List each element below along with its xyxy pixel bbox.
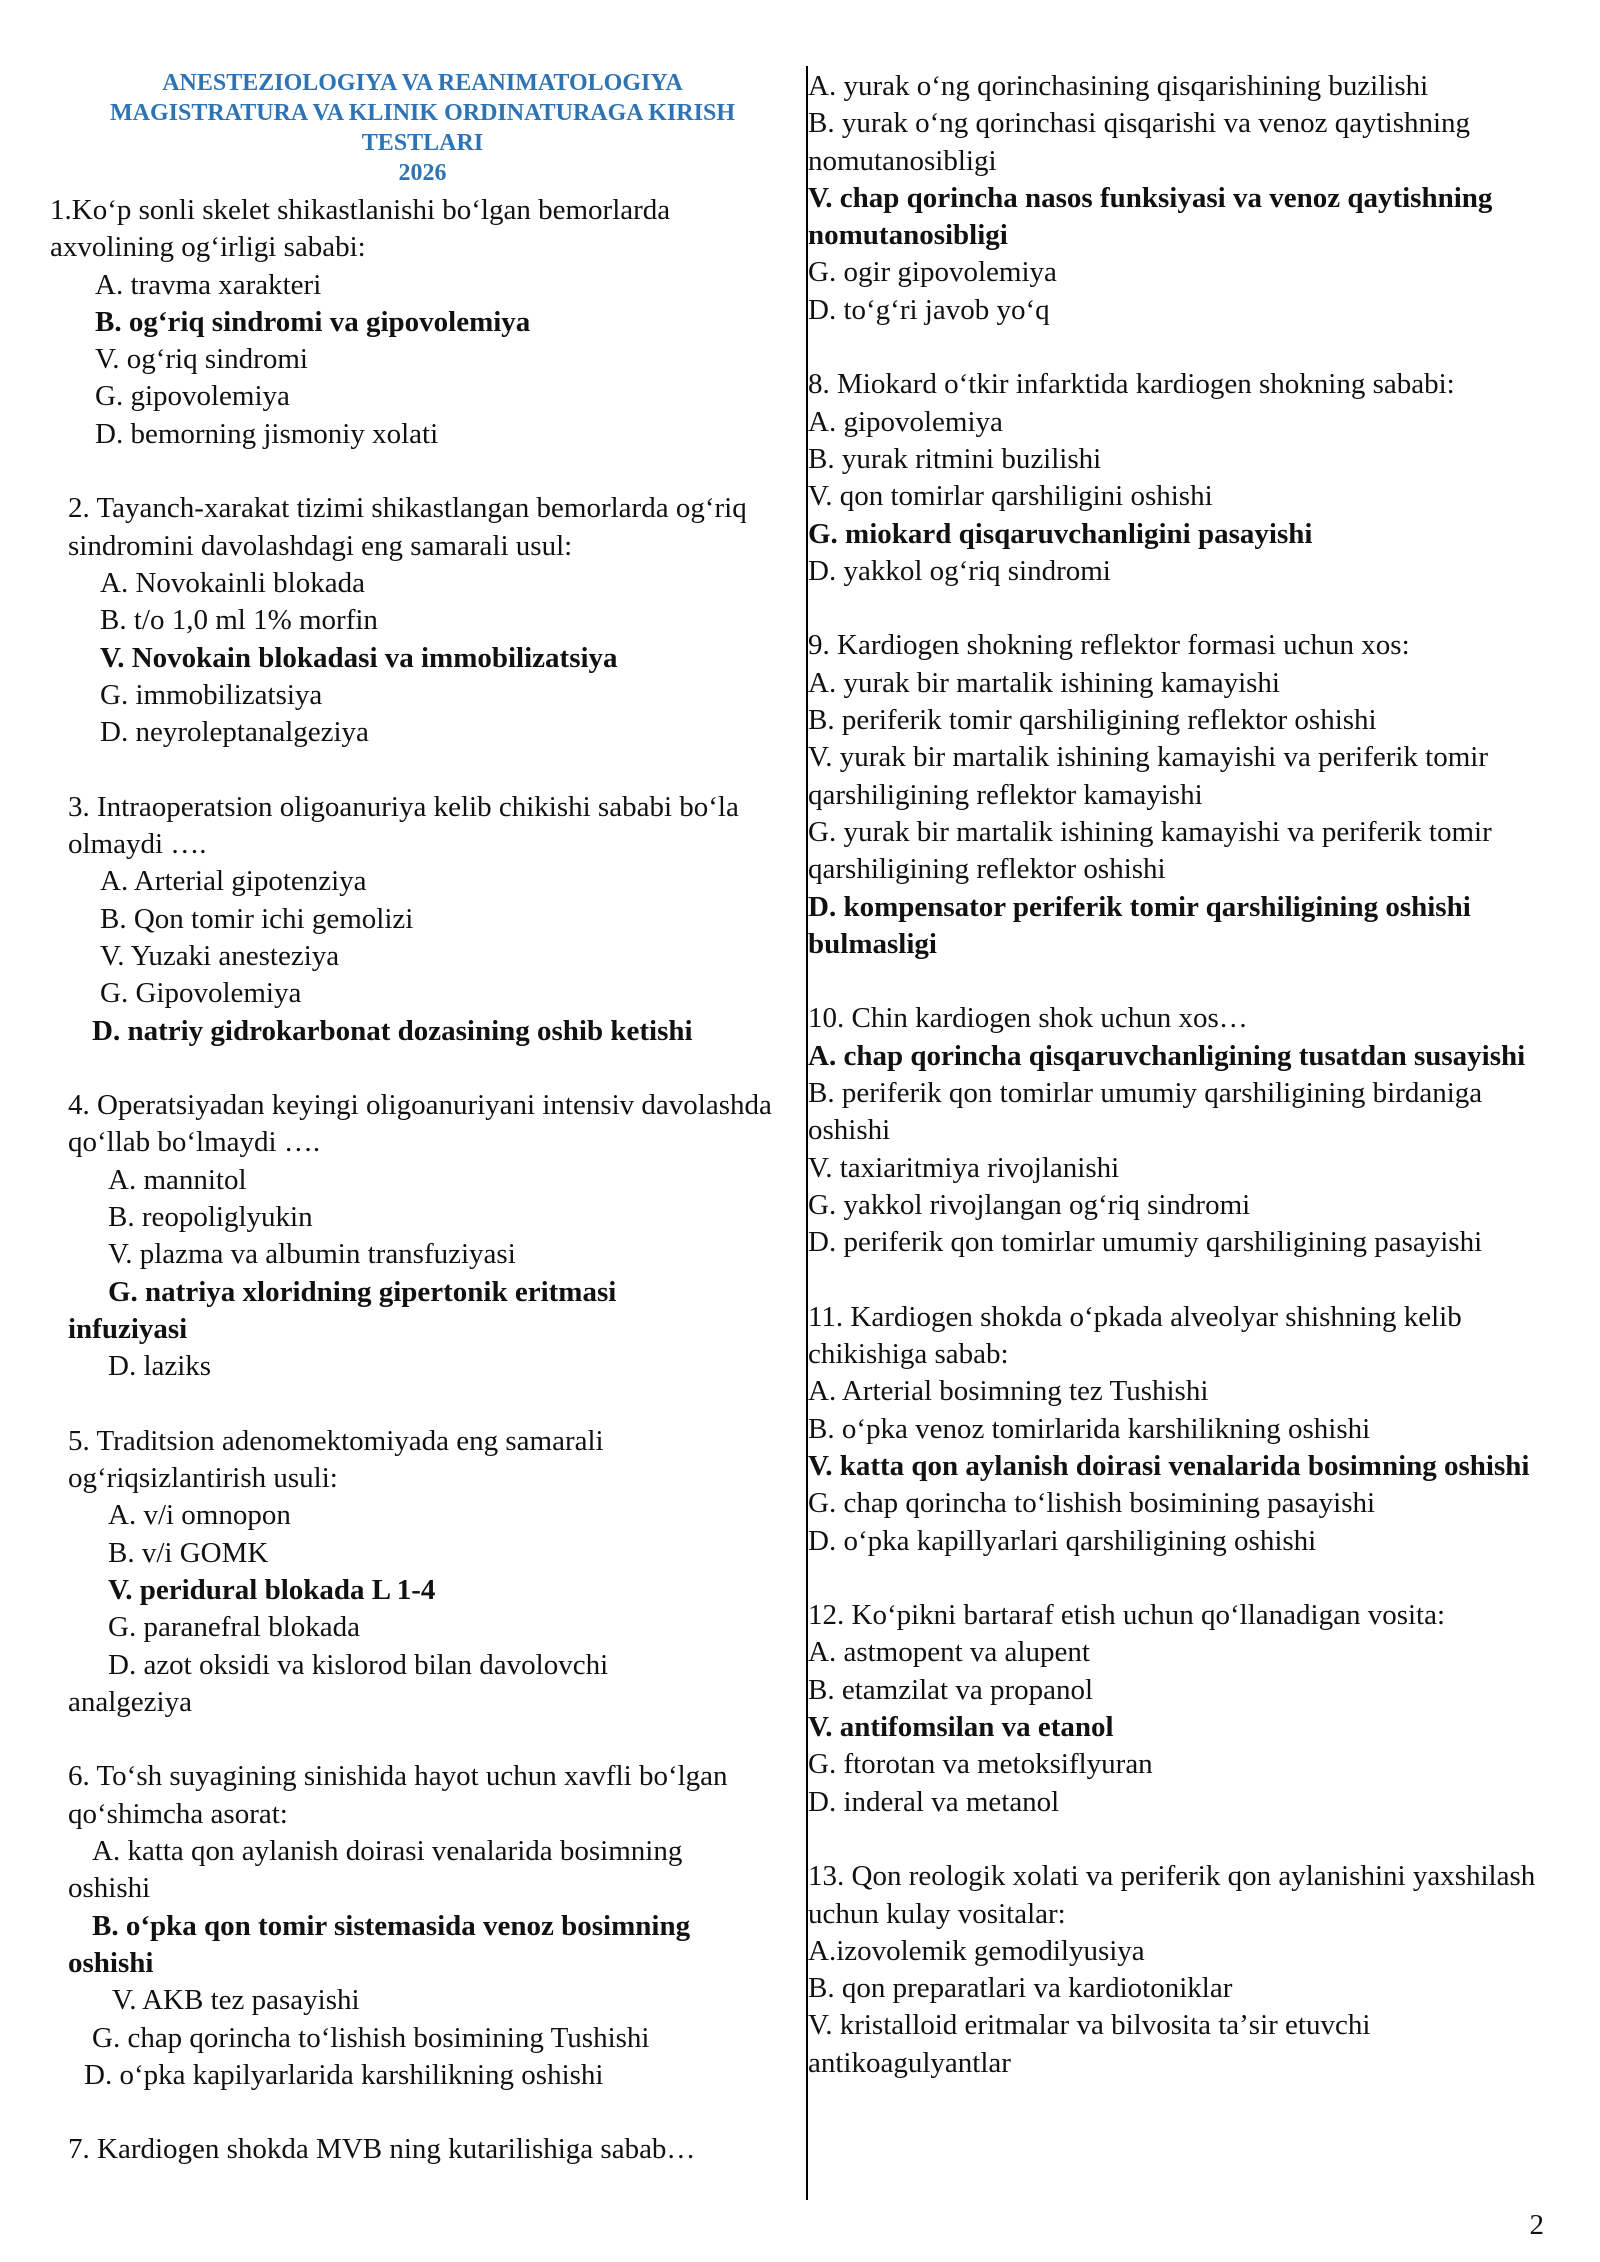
question-13-option-v: V. kristalloid eritmalar va bilvosita taʼsir etuvchi antikoagulyantlar [808, 2009, 1371, 2079]
question-2-title: 2. Tayanch-xarakat tizimi shikastlangan bemorlarda ogʻriq sindromini davolashdagi eng samarali usul: [68, 492, 747, 562]
question-11-option-g: G. chap qorincha toʻlishish bosimining pasayishi [808, 1487, 1376, 1520]
page-number: 2 [1529, 2209, 1544, 2241]
question-13-option-b: B. qon preparatlari va kardiotoniklar [808, 1972, 1233, 2005]
left-column [50, 68, 785, 2169]
question-5-title: 5. Traditsion adenomektomiyada eng samarali ogʻriqsizlantirish usuli: [68, 1424, 604, 1495]
question-8-option-b: B. yurak ritmini buzilishi [808, 442, 1102, 475]
question-2-option-g: G. immobilizatsiya [100, 678, 323, 711]
question-7-option-b: B. yurak oʻng qorinchasi qisqarishi va venoz qaytishning nomutanosibligi [808, 107, 1471, 177]
question-5-option-v: V. peridural blokada L 1-4 [108, 1573, 436, 1606]
question-3-option-d: D. natriy gidrokarbonat dozasining oshib ketishi [92, 1014, 693, 1047]
question-10-option-a: A. chap qorincha qisqaruvchanligining tusatdan susayishi [808, 1039, 1526, 1072]
question-6-title: 6. Toʻsh suyagining sinishida hayot uchun xavfli boʻlgan qoʻshimcha asorat: [68, 1760, 728, 1830]
question-11-option-d: D. oʻpka kapillyarlari qarshiligining oshishi [808, 1524, 1317, 1557]
question-1-option-v: V. ogʻriq sindromi [95, 343, 308, 376]
question-5-option-g: G. paranefral blokada [108, 1611, 361, 1644]
question-5-option-d: D. azot oksidi va kislorod bilan davolovchi [108, 1648, 609, 1681]
question-9-option-d: D. kompensator periferik tomir qarshiligining oshishi bulmasligi [808, 890, 1471, 960]
question-1-option-g: G. gipovolemiya [95, 380, 290, 413]
question-10-option-d: D. periferik qon tomirlar umumiy qarshiligining pasayishi [808, 1226, 1483, 1259]
question-8-option-d: D. yakkol ogʻriq sindromi [808, 554, 1111, 587]
right-column [808, 68, 1568, 2082]
question-4-option-g: G. natriya xloridning gipertonik eritmasi [108, 1275, 617, 1308]
question-6-option-v: V. AKB tez pasayishi [112, 1984, 360, 2017]
question-9-title: 9. Kardiogen shokning reflektor formasi uchun xos: [808, 629, 1410, 662]
question-11-option-v: V. katta qon aylanish doirasi venalarida bosimning oshishi [808, 1449, 1530, 1482]
question-1-option-b: B. ogʻriq sindromi va gipovolemiya [95, 305, 531, 338]
question-7-option-d: D. toʻgʻri javob yoʻq [808, 293, 1050, 326]
question-4-option-d: D. laziks [108, 1350, 212, 1383]
question-12-option-v: V. antifomsilan va etanol [808, 1711, 1114, 1744]
question-6-option-d: D. oʻpka kapilyarlarida karshilikning oshishi [84, 2058, 604, 2091]
question-7-option-a: A. yurak oʻng qorinchasining qisqarishining buzilishi [808, 70, 1429, 102]
question-7-title: 7. Kardiogen shokda MVB ning kutarilishiga sabab… [68, 2133, 696, 2166]
question-4-option-v: V. plazma va albumin transfuziyasi [108, 1238, 516, 1271]
question-8-option-v: V. qon tomirlar qarshiligini oshishi [808, 480, 1213, 513]
question-9 [808, 627, 1568, 963]
question-8 [808, 366, 1568, 590]
question-13 [808, 1858, 1568, 2082]
header-year: 2026 [398, 160, 447, 186]
question-4 [50, 1087, 785, 1385]
question-11-option-b: B. oʻpka venoz tomirlarida karshilikning oshishi [808, 1412, 1371, 1445]
question-10-option-v: V. taxiaritmiya rivojlanishi [808, 1151, 1120, 1184]
question-1 [50, 192, 785, 453]
question-9-option-g: G. yurak bir martalik ishining kamayishi va periferik tomir qarshiligining reflektor oshishi [808, 815, 1492, 886]
question-4-option-b: B. reopoliglyukin [108, 1201, 313, 1234]
question-12-option-a: A. astmopent va alupent [808, 1636, 1090, 1669]
question-3-option-v: V. Yuzaki anesteziya [100, 939, 340, 972]
question-4-option-a: A. mannitol [108, 1163, 247, 1196]
question-6-option-g: G. chap qorincha toʻlishish bosimining Tushishi [92, 2021, 650, 2054]
question-8-option-g: G. miokard qisqaruvchanligini pasayishi [808, 517, 1313, 550]
question-2 [50, 490, 785, 751]
question-1-option-a: A. travma xarakteri [95, 268, 322, 301]
question-1-title: 1.Koʻp sonli skelet shikastlanishi boʻlgan bemorlarda axvolining ogʻirligi sababi: [50, 194, 671, 264]
question-7-options [808, 68, 1568, 329]
question-11-title: 11. Kardiogen shokda oʻpkada alveolyar shishning kelib chikishiga sabab: [808, 1300, 1462, 1371]
question-3-option-g: G. Gipovolemiya [100, 977, 302, 1010]
question-5-option-d-continued: analgeziya [68, 1685, 192, 1718]
question-3-option-b: B. Qon tomir ichi gemolizi [100, 902, 414, 935]
question-5 [50, 1423, 785, 1721]
question-12-option-d: D. inderal va metanol [808, 1785, 1060, 1818]
question-4-title: 4. Operatsiyadan keyingi oligoanuriyani intensiv davolashda qoʻllab boʻlmaydi …. [68, 1089, 772, 1159]
question-1-option-d: D. bemorning jismoniy xolati [95, 417, 439, 450]
question-10-option-b: B. periferik qon tomirlar umumiy qarshiligining birdaniga oshishi [808, 1077, 1483, 1147]
document-header [60, 68, 785, 188]
question-9-option-v: V. yurak bir martalik ishining kamayishi va periferik tomir qarshiligining reflektor kamayishi [808, 741, 1489, 811]
question-7-start [50, 2131, 785, 2168]
question-8-option-a: A. gipovolemiya [808, 405, 1003, 438]
question-5-option-a: A. v/i omnopon [108, 1499, 291, 1532]
question-6-option-a-continued: oshishi [68, 1872, 151, 1905]
header-line-2: MAGISTRATURA VA KLINIK ORDINATURAGA KIRISH [109, 100, 735, 126]
question-12-option-b: B. etamzilat va propanol [808, 1673, 1094, 1706]
question-6-option-a: A. katta qon aylanish doirasi venalarida bosimning [92, 1835, 683, 1868]
question-3-option-a: A. Arterial gipotenziya [100, 865, 367, 898]
question-13-title: 13. Qon reologik xolati va periferik qon aylanishini yaxshilash uchun kulay vositalar: [808, 1860, 1536, 1930]
question-2-option-d: D. neyroleptanalgeziya [100, 716, 369, 749]
question-6-option-b: B. oʻpka qon tomir sistemasida venoz bosimning [92, 1909, 691, 1942]
question-8-title: 8. Miokard oʻtkir infarktida kardiogen shokning sababi: [808, 368, 1455, 401]
question-10-option-g: G. yakkol rivojlangan ogʻriq sindromi [808, 1188, 1251, 1221]
header-line-1: ANESTEZIOLOGIYA VA REANIMATOLOGIYA [162, 70, 683, 96]
question-11 [808, 1299, 1568, 1560]
question-10-title: 10. Chin kardiogen shok uchun xos… [808, 1002, 1248, 1035]
question-11-option-a: A. Arterial bosimning tez Tushishi [808, 1375, 1209, 1408]
question-2-option-v: V. Novokain blokadasi va immobilizatsiya [100, 641, 618, 674]
question-10 [808, 1000, 1568, 1261]
question-12-title: 12. Koʻpikni bartaraf etish uchun qoʻllanadigan vosita: [808, 1599, 1446, 1632]
question-2-option-b: B. t/o 1,0 ml 1% morfin [100, 604, 378, 637]
question-12-option-g: G. ftorotan va metoksiflyuran [808, 1748, 1153, 1781]
question-7-option-g: G. ogir gipovolemiya [808, 256, 1057, 289]
question-3-title: 3. Intraoperatsion oligoanuriya kelib chikishi sababi boʻla olmaydi …. [68, 790, 739, 861]
question-13-option-a: A.izovolemik gemodilyusiya [808, 1934, 1145, 1967]
header-line-3: TESTLARI [361, 130, 484, 156]
question-4-option-g-continued: infuziyasi [68, 1312, 188, 1345]
question-9-option-b: B. periferik tomir qarshiligining reflektor oshishi [808, 704, 1377, 737]
question-6 [50, 1758, 785, 2094]
question-9-option-a: A. yurak bir martalik ishining kamayishi [808, 666, 1280, 699]
question-5-option-b: B. v/i GOMK [108, 1536, 269, 1569]
question-2-option-a: A. Novokainli blokada [100, 566, 365, 599]
question-6-option-b-continued: oshishi [68, 1946, 154, 1979]
question-12 [808, 1597, 1568, 1821]
question-7-option-v: V. chap qorincha nasos funksiyasi va venoz qaytishning nomutanosibligi [808, 181, 1493, 252]
question-3 [50, 789, 785, 1050]
